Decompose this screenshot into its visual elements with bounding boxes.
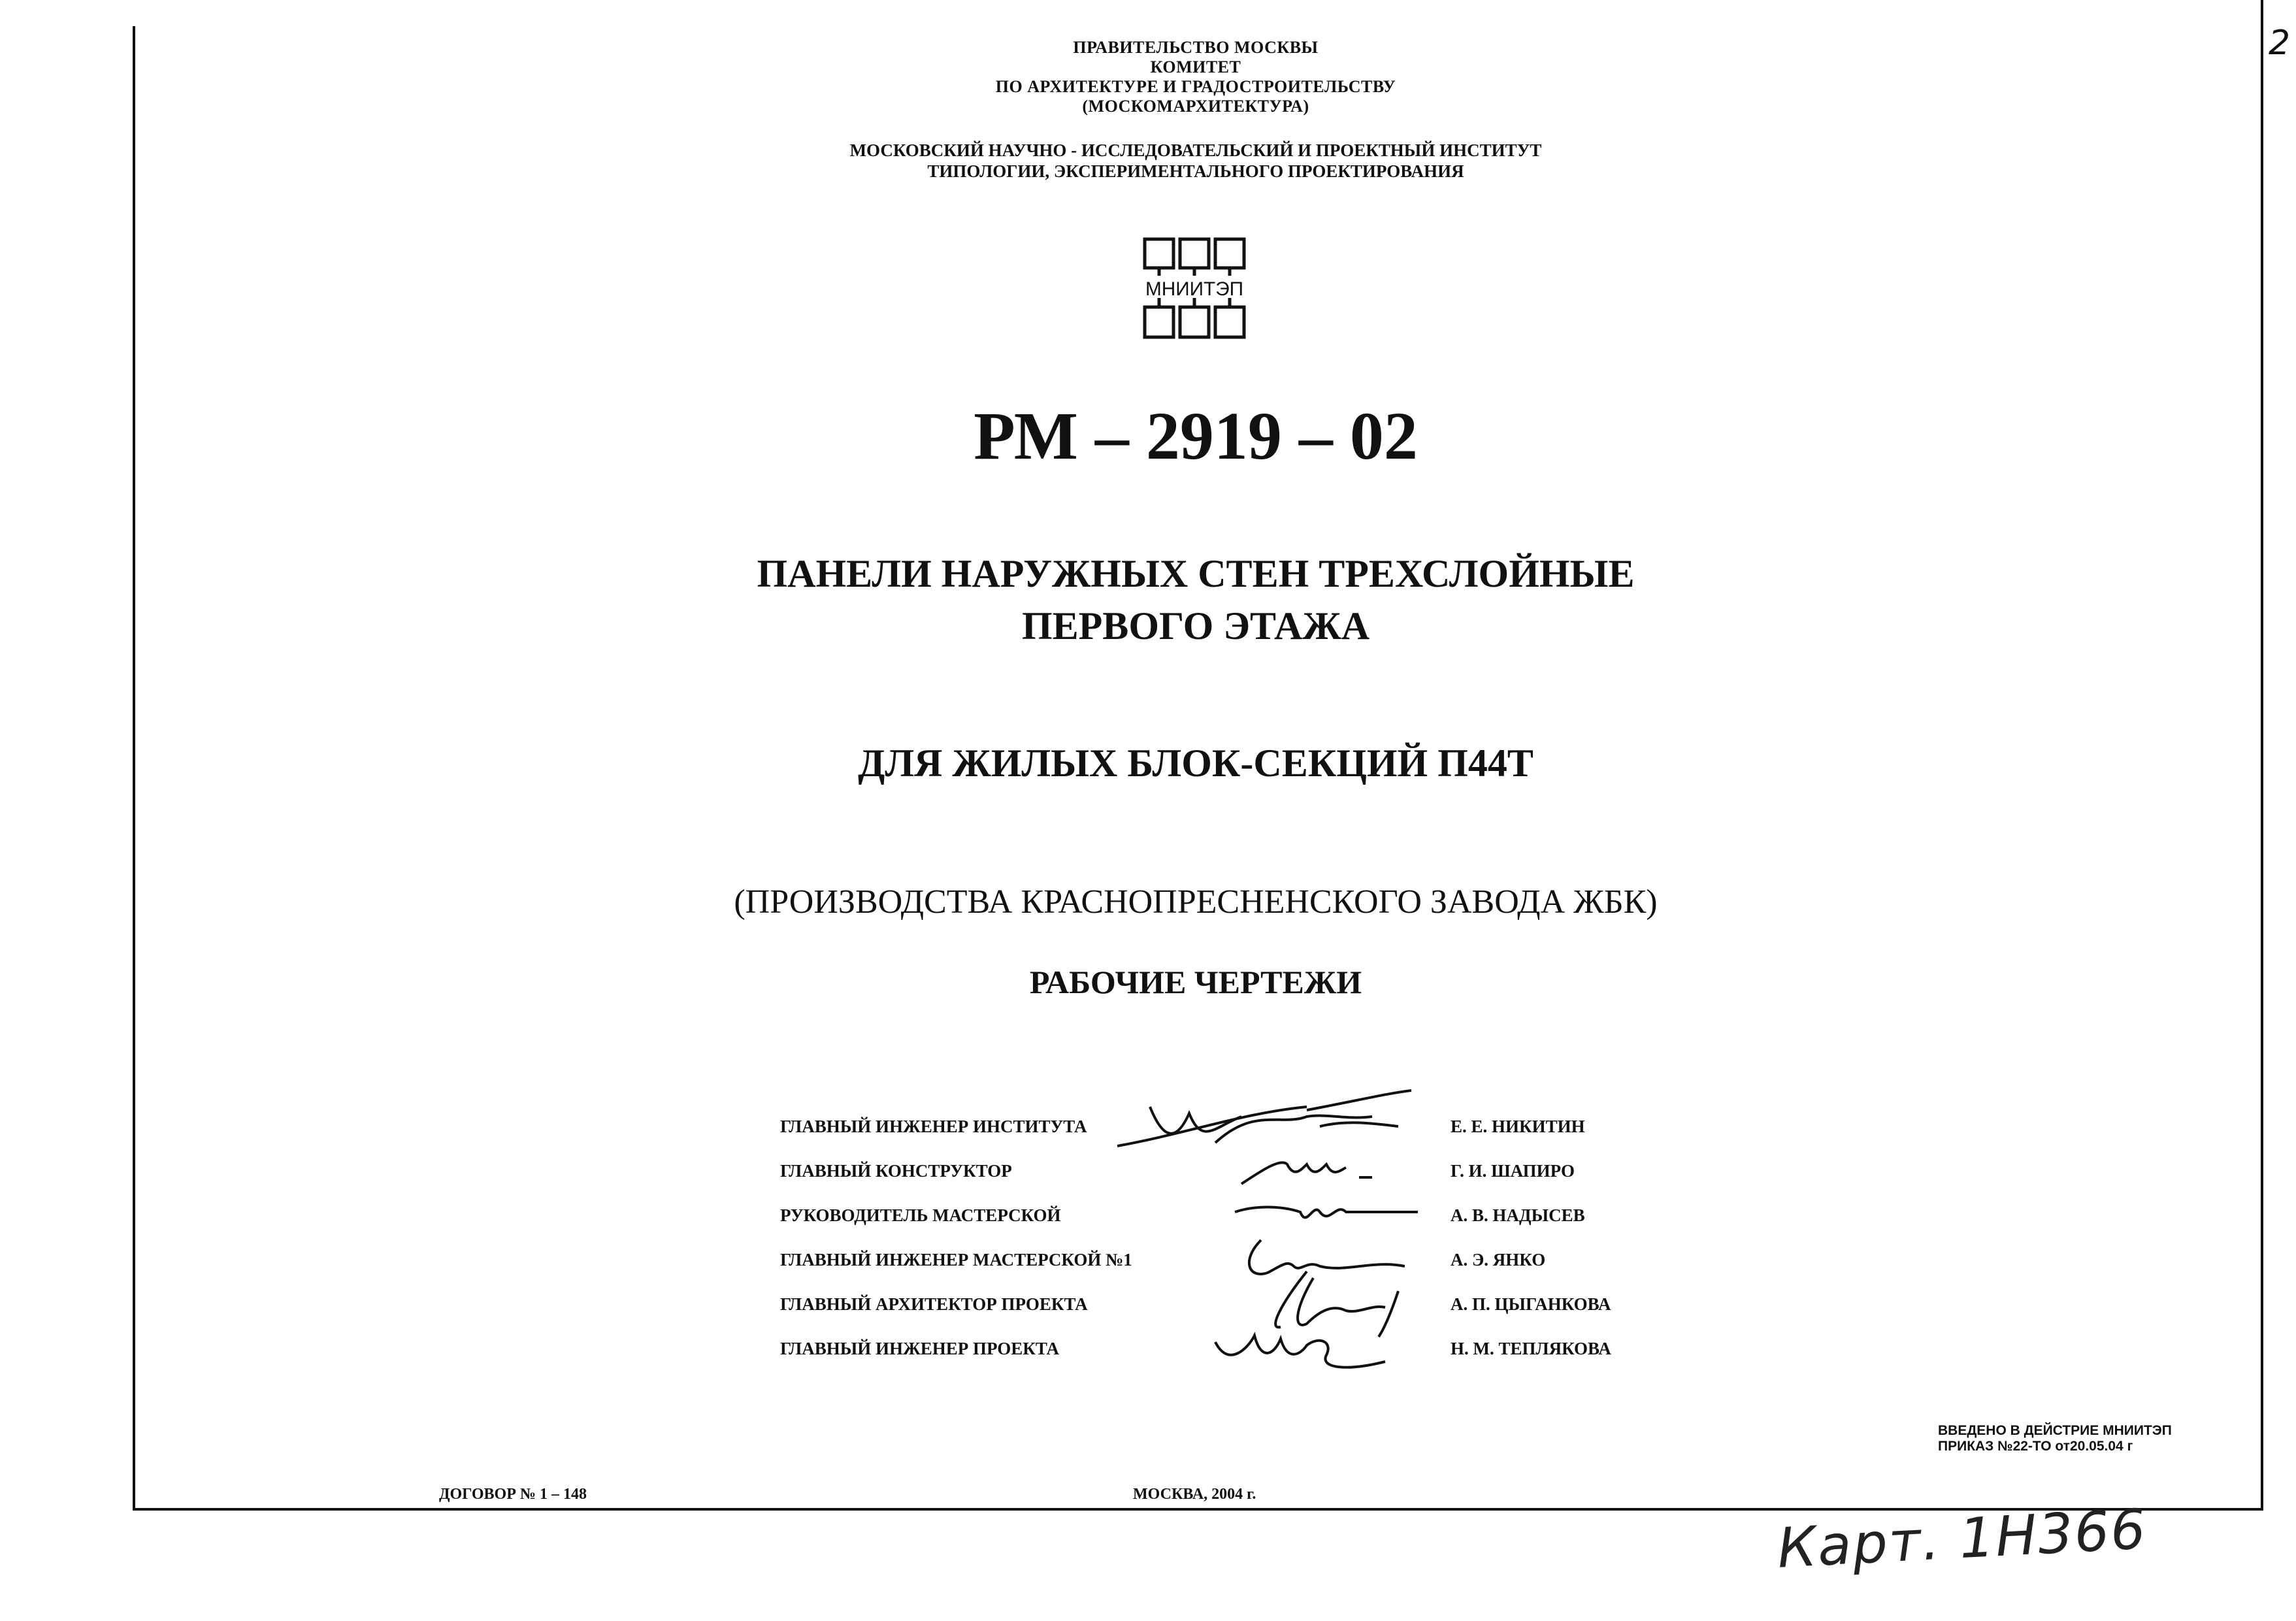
city-year: МОСКВА, 2004 г. — [1133, 1486, 1256, 1503]
signatory-name: А. В. НАДЫСЕВ — [1451, 1205, 1585, 1225]
signatory-row — [0, 1329, 2296, 1368]
enactment-line-1: ВВЕДЕНО В ДЕЙСТРИЕ МНИИТЭП — [1938, 1423, 2172, 1438]
signatory-position: ГЛАВНЫЙ ИНЖЕНЕР ИНСТИТУТА — [780, 1117, 1087, 1136]
signatory-position: ГЛАВНЫЙ АРХИТЕКТОР ПРОЕКТА — [780, 1294, 1088, 1314]
signatory-position: ГЛАВНЫЙ ИНЖЕНЕР ПРОЕКТА — [780, 1339, 1060, 1358]
signatory-name: Е. Е. НИКИТИН — [1451, 1117, 1585, 1136]
government-header — [0, 38, 2296, 116]
signatory-name: А. Э. ЯНКО — [1451, 1250, 1546, 1269]
signatory-position: ГЛАВНЫЙ ИНЖЕНЕР МАСТЕРСКОЙ №1 — [780, 1250, 1132, 1269]
enactment-line-2: ПРИКАЗ №22-ТО от20.05.04 г — [1938, 1439, 2133, 1454]
institute-line-1: МОСКОВСКИЙ НАУЧНО - ИССЛЕДОВАТЕЛЬСКИЙ И ПРОЕКТНЫЙ ИНСТИТУТ — [849, 140, 1542, 160]
signatory-name: Г. И. ШАПИРО — [1451, 1161, 1575, 1181]
handwritten-inventory-number: Карт. 1Н366 — [1775, 1497, 2148, 1580]
header-line-2: КОМИТЕТ — [1150, 57, 1241, 76]
mniitep-logo — [1142, 237, 1247, 340]
document-production: (ПРОИЗВОДСТВА КРАСНОПРЕСНЕНСКОГО ЗАВОДА ЖБК) — [734, 883, 1658, 921]
document-code: РМ – 2919 – 02 — [974, 399, 1418, 474]
document-stage: РАБОЧИЕ ЧЕРТЕЖИ — [1029, 964, 1362, 1000]
document-title — [0, 548, 2296, 652]
signature-image — [1111, 1309, 1437, 1388]
title-line-1: ПАНЕЛИ НАРУЖНЫХ СТЕН ТРЕХСЛОЙНЫЕ — [757, 552, 1635, 595]
signatory-name: Н. М. ТЕПЛЯКОВА — [1451, 1339, 1611, 1358]
enactment-note — [1938, 1423, 2172, 1454]
signatory-position: РУКОВОДИТЕЛЬ МАСТЕРСКОЙ — [780, 1205, 1061, 1225]
title-line-2: ПЕРВОГО ЭТАЖА — [1021, 604, 1370, 647]
handwritten-page-mark: 2 — [2269, 24, 2291, 63]
signatory-position: ГЛАВНЫЙ КОНСТРУКТОР — [780, 1161, 1012, 1181]
logo-text: МНИИТЭП — [1145, 278, 1243, 300]
document-purpose: ДЛЯ ЖИЛЫХ БЛОК-СЕКЦИЙ П44Т — [858, 742, 1533, 785]
header-line-3: ПО АРХИТЕКТУРЕ И ГРАДОСТРОИТЕЛЬСТВУ — [995, 77, 1396, 96]
institute-header — [0, 140, 2296, 182]
header-line-4: (МОСКОМАРХИТЕКТУРА) — [1082, 97, 1309, 116]
signatory-name: А. П. ЦЫГАНКОВА — [1451, 1294, 1611, 1314]
header-line-1: ПРАВИТЕЛЬСТВО МОСКВЫ — [1073, 38, 1319, 57]
institute-line-2: ТИПОЛОГИИ, ЭКСПЕРИМЕНТАЛЬНОГО ПРОЕКТИРОВАНИЯ — [927, 161, 1464, 181]
contract-number: ДОГОВОР № 1 – 148 — [439, 1486, 587, 1503]
